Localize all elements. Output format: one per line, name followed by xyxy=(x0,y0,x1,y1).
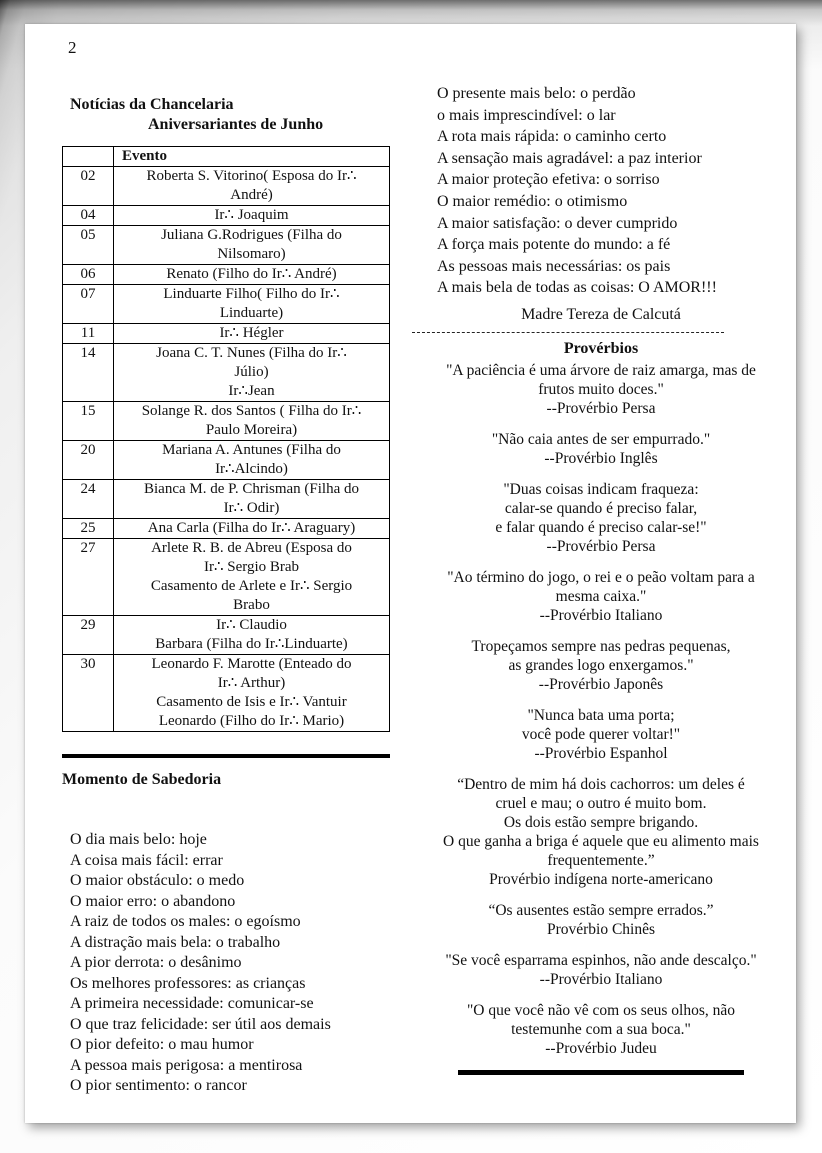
event-line: Leonardo (Filho do Ir∴ Mario) xyxy=(158,713,345,729)
proverb-line: as grandes logo enxergamos." xyxy=(508,656,694,674)
proverb-line: "O que você não vê com os seus olhos, não xyxy=(466,1001,736,1019)
proverb-line: --Provérbio Italiano xyxy=(539,970,663,988)
proverb-quote xyxy=(412,1001,790,1058)
row-day: 24 xyxy=(63,480,114,519)
maxim-line: A maior proteção efetiva: o sorriso xyxy=(437,171,660,189)
row-day: 07 xyxy=(63,285,114,324)
maxim-line: A sensação mais agradável: a paz interior xyxy=(437,149,702,167)
document-page xyxy=(25,24,796,1123)
row-event xyxy=(114,206,390,226)
table-row xyxy=(63,402,390,441)
event-line: Mariana A. Antunes (Filha do xyxy=(162,442,341,458)
event-line: Juliana G.Rodrigues (Filha do xyxy=(161,227,342,243)
table-row xyxy=(63,285,390,324)
event-line: Barbara (Filha do Ir∴Linduarte) xyxy=(155,636,348,652)
proverbs-title: Provérbios xyxy=(563,339,639,357)
maxim-line: A maior satisfação: o dever cumprido xyxy=(437,214,678,232)
row-event xyxy=(114,480,390,519)
wisdom-line: A pior derrota: o desânimo xyxy=(70,954,242,971)
event-line: Brabo xyxy=(233,597,270,613)
birthdays-table xyxy=(62,146,390,732)
maxim-line: O maior remédio: o otimismo xyxy=(437,192,628,210)
proverb-line: “Os ausentes estão sempre errados.” xyxy=(488,901,714,919)
proverb-quote xyxy=(412,568,790,625)
row-event xyxy=(114,616,390,655)
row-event xyxy=(114,655,390,732)
proverb-line: --Provérbio Judeu xyxy=(545,1039,657,1057)
proverb-line: "Nunca bata uma porta; xyxy=(527,706,675,724)
row-event xyxy=(114,324,390,344)
table-row xyxy=(63,226,390,265)
proverb-line: mesma caixa." xyxy=(555,587,647,605)
event-line: Bianca M. de P. Chrisman (Filha do xyxy=(144,481,359,497)
event-line: Ir∴ Joaquim xyxy=(214,207,289,223)
proverb-quote xyxy=(412,706,790,763)
wisdom-line: Os melhores professores: as crianças xyxy=(70,974,306,992)
row-event xyxy=(114,539,390,616)
row-event xyxy=(114,519,390,539)
table-row xyxy=(63,441,390,480)
wisdom-line: O maior erro: o abandono xyxy=(70,892,236,910)
proverb-line: cruel e mau; o outro é muito bom. xyxy=(495,794,707,812)
proverb-line: Tropeçamos sempre nas pedras pequenas, xyxy=(471,637,731,655)
row-day: 29 xyxy=(63,616,114,655)
row-day: 04 xyxy=(63,206,114,226)
wisdom-line: A distração mais bela: o trabalho xyxy=(70,933,281,951)
proverbs-list xyxy=(412,361,790,1058)
maxims-list xyxy=(412,83,790,299)
row-day: 20 xyxy=(63,441,114,480)
table-row xyxy=(63,167,390,206)
wisdom-line: O pior defeito: o mau humor xyxy=(70,1036,254,1053)
wisdom-list xyxy=(70,830,390,1097)
row-day: 11 xyxy=(63,324,114,344)
event-line: Casamento de Isis e Ir∴ Vantuir xyxy=(156,694,347,710)
page-number: 2 xyxy=(68,38,77,57)
proverb-quote xyxy=(412,480,790,556)
table-header-evento: Evento xyxy=(114,147,390,167)
proverb-line: "Duas coisas indicam fraqueza: xyxy=(503,480,699,498)
proverb-line: --Provérbio Persa xyxy=(546,537,656,555)
event-line: Ir∴Alcindo) xyxy=(215,461,288,477)
proverb-line: Os dois estão sempre brigando. xyxy=(503,813,699,831)
proverb-line: Provérbio indígena norte-americano xyxy=(489,870,713,888)
chancery-title: Notícias da Chancelaria xyxy=(70,96,234,113)
maxim-line: O presente mais belo: o perdão xyxy=(437,85,636,102)
maxim-line: A força mais potente do mundo: a fé xyxy=(437,236,671,254)
table-header-day-cell xyxy=(63,147,114,167)
proverb-quote xyxy=(412,951,790,989)
table-row xyxy=(63,324,390,344)
proverb-quote xyxy=(412,775,790,889)
wisdom-line: O dia mais belo: hoje xyxy=(70,831,207,848)
attribution: Madre Tereza de Calcutá xyxy=(521,305,681,323)
row-day: 05 xyxy=(63,226,114,265)
row-day: 15 xyxy=(63,402,114,441)
row-day: 06 xyxy=(63,265,114,285)
event-line: Renato (Filho do Ir∴ André) xyxy=(166,266,337,282)
maxim-line: A mais bela de todas as coisas: O AMOR!!! xyxy=(437,279,717,297)
row-event xyxy=(114,344,390,402)
proverb-line: frutos muito doces." xyxy=(538,380,664,398)
proverb-line: --Provérbio Italiano xyxy=(539,606,663,624)
row-day: 14 xyxy=(63,344,114,402)
proverb-line: --Provérbio Espanhol xyxy=(534,744,668,762)
row-day: 25 xyxy=(63,519,114,539)
wisdom-title: Momento de Sabedoria xyxy=(62,771,222,788)
proverb-line: “Dentro de mim há dois cachorros: um deles é xyxy=(457,775,745,793)
proverb-line: testemunhe com a sua boca." xyxy=(511,1020,691,1038)
event-line: Ir∴ Arthur) xyxy=(217,675,286,691)
proverb-line: "Não caia antes de ser empurrado." xyxy=(491,430,711,448)
event-line: Leonardo F. Marotte (Enteado do xyxy=(151,656,352,672)
event-line: Joana C. T. Nunes (Filha do Ir∴ xyxy=(156,345,347,361)
wisdom-line: O pior sentimento: o rancor xyxy=(70,1077,247,1094)
event-line: Linduarte Filho( Filho do Ir∴ xyxy=(163,286,340,302)
proverb-line: "A paciência é uma árvore de raiz amarga, mas de xyxy=(446,361,756,379)
event-line: Ir∴ Claudio xyxy=(216,617,287,633)
proverb-quote xyxy=(412,901,790,939)
proverb-line: --Provérbio Japonês xyxy=(538,675,664,693)
event-line: Arlete R. B. de Abreu (Esposa do xyxy=(151,540,352,556)
row-event xyxy=(114,441,390,480)
row-event xyxy=(114,167,390,206)
anniversaries-subtitle: Aniversariantes de Junho xyxy=(148,116,324,133)
event-line: Júlio) xyxy=(234,364,269,380)
bottom-rule xyxy=(458,1070,744,1075)
maxim-line: o mais imprescindível: o lar xyxy=(437,106,616,124)
event-line: Paulo Moreira) xyxy=(205,422,298,438)
event-line: Ana Carla (Filha do Ir∴ Araguary) xyxy=(147,520,356,536)
proverb-line: O que ganha a briga é aquele que eu alimento mais xyxy=(443,832,759,850)
wisdom-line: A coisa mais fácil: errar xyxy=(70,851,223,869)
proverb-line: você pode querer voltar!" xyxy=(521,725,681,743)
left-column xyxy=(62,95,390,1097)
row-event xyxy=(114,285,390,324)
dashed-separator xyxy=(412,332,724,333)
table-row xyxy=(63,265,390,285)
proverb-quote xyxy=(412,361,790,418)
event-line: André) xyxy=(230,187,273,203)
proverb-line: "Se você esparrama espinhos, não ande descalço." xyxy=(445,951,757,969)
table-row xyxy=(63,539,390,616)
proverb-line: e falar quando é preciso calar-se!" xyxy=(495,518,707,536)
row-day: 02 xyxy=(63,167,114,206)
event-line: Solange R. dos Santos ( Filha do Ir∴ xyxy=(141,403,362,419)
row-event xyxy=(114,265,390,285)
maxim-line: A rota mais rápida: o caminho certo xyxy=(437,128,667,146)
section-divider xyxy=(62,754,390,758)
event-line: Linduarte) xyxy=(219,305,284,321)
wisdom-line: A pessoa mais perigosa: a mentirosa xyxy=(70,1056,303,1074)
event-line: Ir∴ Hégler xyxy=(219,325,284,341)
right-column xyxy=(412,83,790,1075)
event-line: Casamento de Arlete e Ir∴ Sergio xyxy=(150,578,353,594)
table-row xyxy=(63,480,390,519)
table-row xyxy=(63,616,390,655)
proverb-quote xyxy=(412,637,790,694)
row-event xyxy=(114,402,390,441)
event-line: Ir∴Jean xyxy=(228,383,275,399)
row-day: 30 xyxy=(63,655,114,732)
proverb-line: frequentemente.” xyxy=(547,851,655,869)
row-event xyxy=(114,226,390,265)
event-line: Ir∴ Sergio Brab xyxy=(203,559,300,575)
proverb-line: --Provérbio Persa xyxy=(546,399,656,417)
maxim-line: As pessoas mais necessárias: os pais xyxy=(437,257,671,275)
event-line: Nilsomaro) xyxy=(217,246,286,262)
table-row xyxy=(63,206,390,226)
table-row xyxy=(63,344,390,402)
row-day: 27 xyxy=(63,539,114,616)
event-line: Ir∴ Odir) xyxy=(223,500,280,516)
proverb-line: calar-se quando é preciso falar, xyxy=(504,499,698,517)
table-row xyxy=(63,519,390,539)
proverb-line: Provérbio Chinês xyxy=(546,920,656,938)
wisdom-line: O maior obstáculo: o medo xyxy=(70,872,245,889)
wisdom-line: O que traz felicidade: ser útil aos demais xyxy=(70,1015,331,1033)
wisdom-line: A raiz de todos os males: o egoísmo xyxy=(70,913,301,930)
proverb-quote xyxy=(412,430,790,468)
proverb-line: --Provérbio Inglês xyxy=(544,449,658,467)
table-row xyxy=(63,655,390,732)
proverb-line: "Ao término do jogo, o rei e o peão voltam para a xyxy=(447,568,755,586)
wisdom-line: A primeira necessidade: comunicar-se xyxy=(70,995,314,1012)
event-line: Roberta S. Vitorino( Esposa do Ir∴ xyxy=(146,168,357,184)
table-header-row xyxy=(63,147,390,167)
